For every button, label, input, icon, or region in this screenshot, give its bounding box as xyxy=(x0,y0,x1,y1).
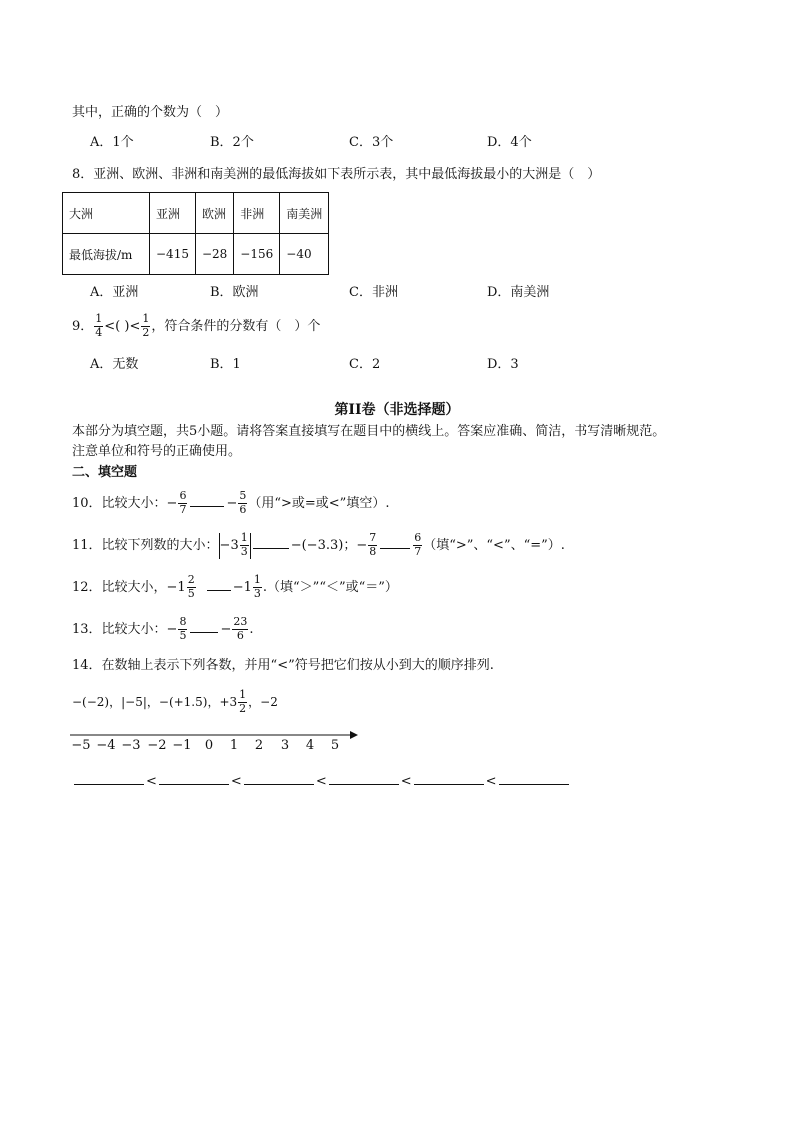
q13-prefix: 13．比较大小：− xyxy=(72,622,178,637)
part2-title: 第II卷（非选择题） xyxy=(334,402,460,418)
q13-mid: − xyxy=(220,622,232,637)
q14-text: 14．在数轴上表示下列各数，并用“<”符号把它们按从小到大的顺序排列. xyxy=(72,658,494,673)
table-cell: 非洲 xyxy=(234,193,280,234)
table-row xyxy=(63,193,329,234)
q7-option-c: C．3个 xyxy=(349,135,394,150)
table-cell: −40 xyxy=(280,234,329,275)
table-cell: −28 xyxy=(195,234,233,275)
ordering-answer-row xyxy=(72,774,571,790)
fraction: $\frac{1}{3}$ xyxy=(240,531,248,558)
fraction: $\frac{23}{6}$ xyxy=(233,615,248,642)
answer-blank[interactable] xyxy=(207,590,231,591)
q9-option-b: B．1 xyxy=(210,357,241,372)
q13-tail: . xyxy=(249,622,254,637)
fraction: $\frac{1}{2}$ xyxy=(142,312,150,339)
fraction: $\frac{1}{3}$ xyxy=(253,573,261,600)
q11-tail: （填“>”、“<”、“=”）. xyxy=(423,538,565,553)
abs-bar-right xyxy=(250,533,251,559)
q14-numbers xyxy=(72,688,278,716)
altitude-table xyxy=(62,192,329,275)
fraction: $\frac{1}{2}$ xyxy=(239,688,247,715)
less-than-sign: < xyxy=(230,774,242,789)
part2-intro-line2: 注意单位和符号的正确使用。 xyxy=(72,444,242,459)
axis-label: −3 xyxy=(121,738,141,753)
fraction: $\frac{7}{8}$ xyxy=(369,531,377,558)
answer-blank[interactable] xyxy=(190,632,218,633)
q9-line xyxy=(72,313,320,341)
q10-mid: − xyxy=(226,496,238,511)
q8-option-d: D．南美洲 xyxy=(487,285,550,300)
q14-nums-part2: ，−2 xyxy=(248,695,278,709)
q8-text: 8．亚洲、欧洲、非洲和南美洲的最低海拔如下表所示表，其中最低海拔最小的大洲是（ ） xyxy=(72,167,601,182)
section-heading: 二、填空题 xyxy=(72,465,138,480)
answer-blank[interactable] xyxy=(74,784,144,785)
answer-blank[interactable] xyxy=(253,548,289,549)
q14-nums-part1: −(−2)，|−5|，−(+1.5)，+3 xyxy=(72,695,238,709)
q11-abs-int: −3 xyxy=(219,538,239,553)
table-cell: 欧洲 xyxy=(195,193,233,234)
q7-option-b: B．2个 xyxy=(210,135,254,150)
q7-option-d: D．4个 xyxy=(487,135,532,150)
less-than-sign: < xyxy=(400,774,412,789)
table-cell: 南美洲 xyxy=(280,193,329,234)
answer-blank[interactable] xyxy=(414,784,484,785)
axis-label: 5 xyxy=(330,738,340,753)
answer-blank[interactable] xyxy=(190,506,224,507)
fraction: $\frac{1}{4}$ xyxy=(95,312,103,339)
less-than-sign: < xyxy=(146,774,157,789)
answer-blank[interactable] xyxy=(499,784,569,785)
q11-mid: −(−3.3)；− xyxy=(290,538,368,553)
q7-option-a: A．1个 xyxy=(90,135,134,150)
table-cell: 亚洲 xyxy=(150,193,196,234)
axis-label: 2 xyxy=(254,738,264,753)
q10-tail: （用“>或=或<”填空）. xyxy=(248,496,390,511)
q11-line xyxy=(72,532,565,560)
q12-line xyxy=(72,574,398,602)
less-than-sign: < xyxy=(485,774,497,789)
q9-number: 9． xyxy=(72,319,94,334)
axis-label: 4 xyxy=(305,738,315,753)
fraction: $\frac{8}{5}$ xyxy=(179,615,187,642)
q13-line xyxy=(72,616,253,644)
answer-blank[interactable] xyxy=(380,548,410,549)
q9-option-d: D．3 xyxy=(487,357,519,372)
part2-intro-line1: 本部分为填空题，共5小题。请将答案直接填写在题目中的横线上。答案应准确、简洁，书写清晰规范。 xyxy=(72,424,666,439)
q10-prefix: 10．比较大小：− xyxy=(72,496,178,511)
table-cell: −156 xyxy=(234,234,280,275)
axis-label: 0 xyxy=(204,738,214,753)
table-cell: 大洲 xyxy=(63,193,150,234)
axis-label: 3 xyxy=(280,738,290,753)
q10-line xyxy=(72,490,389,518)
axis-label: −4 xyxy=(96,738,116,753)
q9-tail: ，符合条件的分数有（ ）个 xyxy=(151,319,321,334)
table-cell: 最低海拔/m xyxy=(63,234,150,275)
fraction: $\frac{5}{6}$ xyxy=(239,489,247,516)
q8-option-b: B．欧洲 xyxy=(210,285,259,300)
q9-option-c: C．2 xyxy=(349,357,381,372)
q12-tail: .（填“＞”“＜”或“＝”） xyxy=(262,580,398,595)
q8-option-a: A．亚洲 xyxy=(90,285,139,300)
axis-label: −2 xyxy=(147,738,167,753)
axis-label: 1 xyxy=(229,738,239,753)
fraction: $\frac{6}{7}$ xyxy=(414,531,422,558)
q9-middle: <( )< xyxy=(104,319,141,334)
q9-option-a: A．无数 xyxy=(90,357,139,372)
axis-arrow-icon xyxy=(350,731,358,739)
answer-blank[interactable] xyxy=(244,784,314,785)
q8-option-c: C．非洲 xyxy=(349,285,398,300)
answer-blank[interactable] xyxy=(159,784,229,785)
fraction: $\frac{6}{7}$ xyxy=(179,489,187,516)
q12-prefix: 12．比较大小，−1 xyxy=(72,580,186,595)
q11-prefix: 11．比较下列数的大小： xyxy=(72,538,219,553)
table-cell: −415 xyxy=(150,234,196,275)
answer-blank[interactable] xyxy=(329,784,399,785)
axis-label: −1 xyxy=(172,738,192,753)
q7-tail-text: 其中，正确的个数为（ ） xyxy=(72,105,229,120)
less-than-sign: < xyxy=(315,774,327,789)
axis-label: −5 xyxy=(71,738,91,753)
fraction: $\frac{2}{5}$ xyxy=(187,573,195,600)
table-row xyxy=(63,234,329,275)
q12-mid: −1 xyxy=(232,580,252,595)
